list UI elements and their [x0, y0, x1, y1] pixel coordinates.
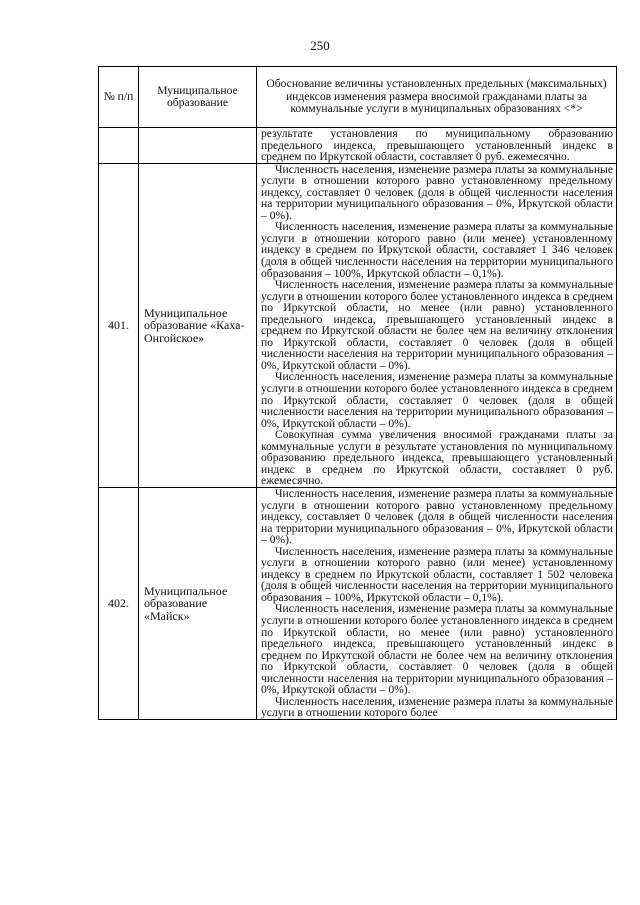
- paragraph: Численность населения, изменение размера платы за коммунальные услуги в отношении которого равно (или менее) установленному индексу в среднем по Иркутской области, составляет 1 502 человека (доля в общей численности населения на территории муниципального образования – 100%, Иркутской области – 0,1%).: [261, 544, 613, 604]
- continuation-paragraph: результате установления по муниципальному образованию предельного индекса, превышающего установленный индекс в среднем по Иркутской области, составляет 0 руб. ежемесячно.: [261, 127, 613, 164]
- row-municipality: Муниципальное образование «Каха-Онгойское»: [139, 163, 257, 487]
- table-row: [99, 487, 617, 719]
- table-row: [99, 163, 617, 487]
- header-justification: Обоснование величины установленных предельных (максимальных) индексов изменения размера вносимой гражданами платы за коммунальные услуги в муниципальных образованиях <*>: [257, 67, 617, 128]
- table-header-row: [99, 67, 617, 128]
- paragraph: Численность населения, изменение размера платы за коммунальные услуги в отношении которого равно (или менее) установленному индексу в среднем по Иркутской области, составляет 1 346 человек (доля в общей численности населения на территории муниципального образования – 100%, Иркутской области – 0,1%).: [261, 220, 613, 280]
- paragraph: Численность населения, изменение размера платы за коммунальные услуги в отношении которого более: [261, 694, 613, 720]
- row-municipality: Муниципальное образование «Майск»: [139, 487, 257, 719]
- row-num: 401.: [99, 163, 139, 487]
- paragraph: Численность населения, изменение размера платы за коммунальные услуги в отношении которого равно установленному предельному индексу, составляет 0 человек (доля в общей численности населения на территории муниципального образования – 0%, Иркутской области – 0%).: [261, 486, 613, 547]
- justification-cell: [257, 163, 617, 487]
- justification-cell: [257, 487, 617, 719]
- paragraph: Численность населения, изменение размера платы за коммунальные услуги в отношении которого более установленного индекса в среднем по Иркутской области, но менее (или равно) установленного предельного индекса, превышающего установленный индекс в среднем по Иркутской области не более чем на величину отклонения по Иркутской области, составляет 0 человек (доля в общей численности населения на территории муниципального образования – 0%, Иркутской области – 0%).: [261, 278, 613, 372]
- row-municipality-cell: [139, 128, 257, 164]
- paragraph: Численность населения, изменение размера платы за коммунальные услуги в отношении которого более установленного индекса в среднем по Иркутской области, но менее (или равно) установленного предельного индекса, превышающего установленный индекс в среднем по Иркутской области не более чем на величину отклонения по Иркутской области, составляет 0 человек (доля в общей численности населения на территории муниципального образования – 0%, Иркутской области – 0%).: [261, 602, 613, 697]
- paragraph: Численность населения, изменение размера платы за коммунальные услуги в отношении которого равно установленному предельному индексу, составляет 0 человек (доля в общей численности населения на территории муниципального образования – 0%, Иркутской области – 0%).: [261, 162, 613, 222]
- row-num: 402.: [99, 487, 139, 719]
- data-table: [98, 66, 617, 720]
- table-row: [99, 128, 617, 164]
- paragraph: Численность населения, изменение размера платы за коммунальные услуги в отношении которого более установленного индекса в среднем по Иркутской области, составляет 0 человек (доля в общей численности населения на территории муниципального образования – 0%, Иркутской области – 0%).: [261, 370, 613, 430]
- header-municipality: Муниципальное образование: [139, 67, 257, 128]
- paragraph: Совокупная сумма увеличения вносимой гражданами платы за коммунальные услуги в результате установления по муниципальному образованию предельного индекса, превышающего установленный индекс в среднем по Иркутской области, составляет 0 руб. ежемесячно.: [261, 428, 613, 488]
- header-num: № п/п: [99, 67, 139, 128]
- justification-cell: [257, 128, 617, 164]
- page-number: 250: [310, 38, 330, 53]
- row-num-cell: [99, 128, 139, 164]
